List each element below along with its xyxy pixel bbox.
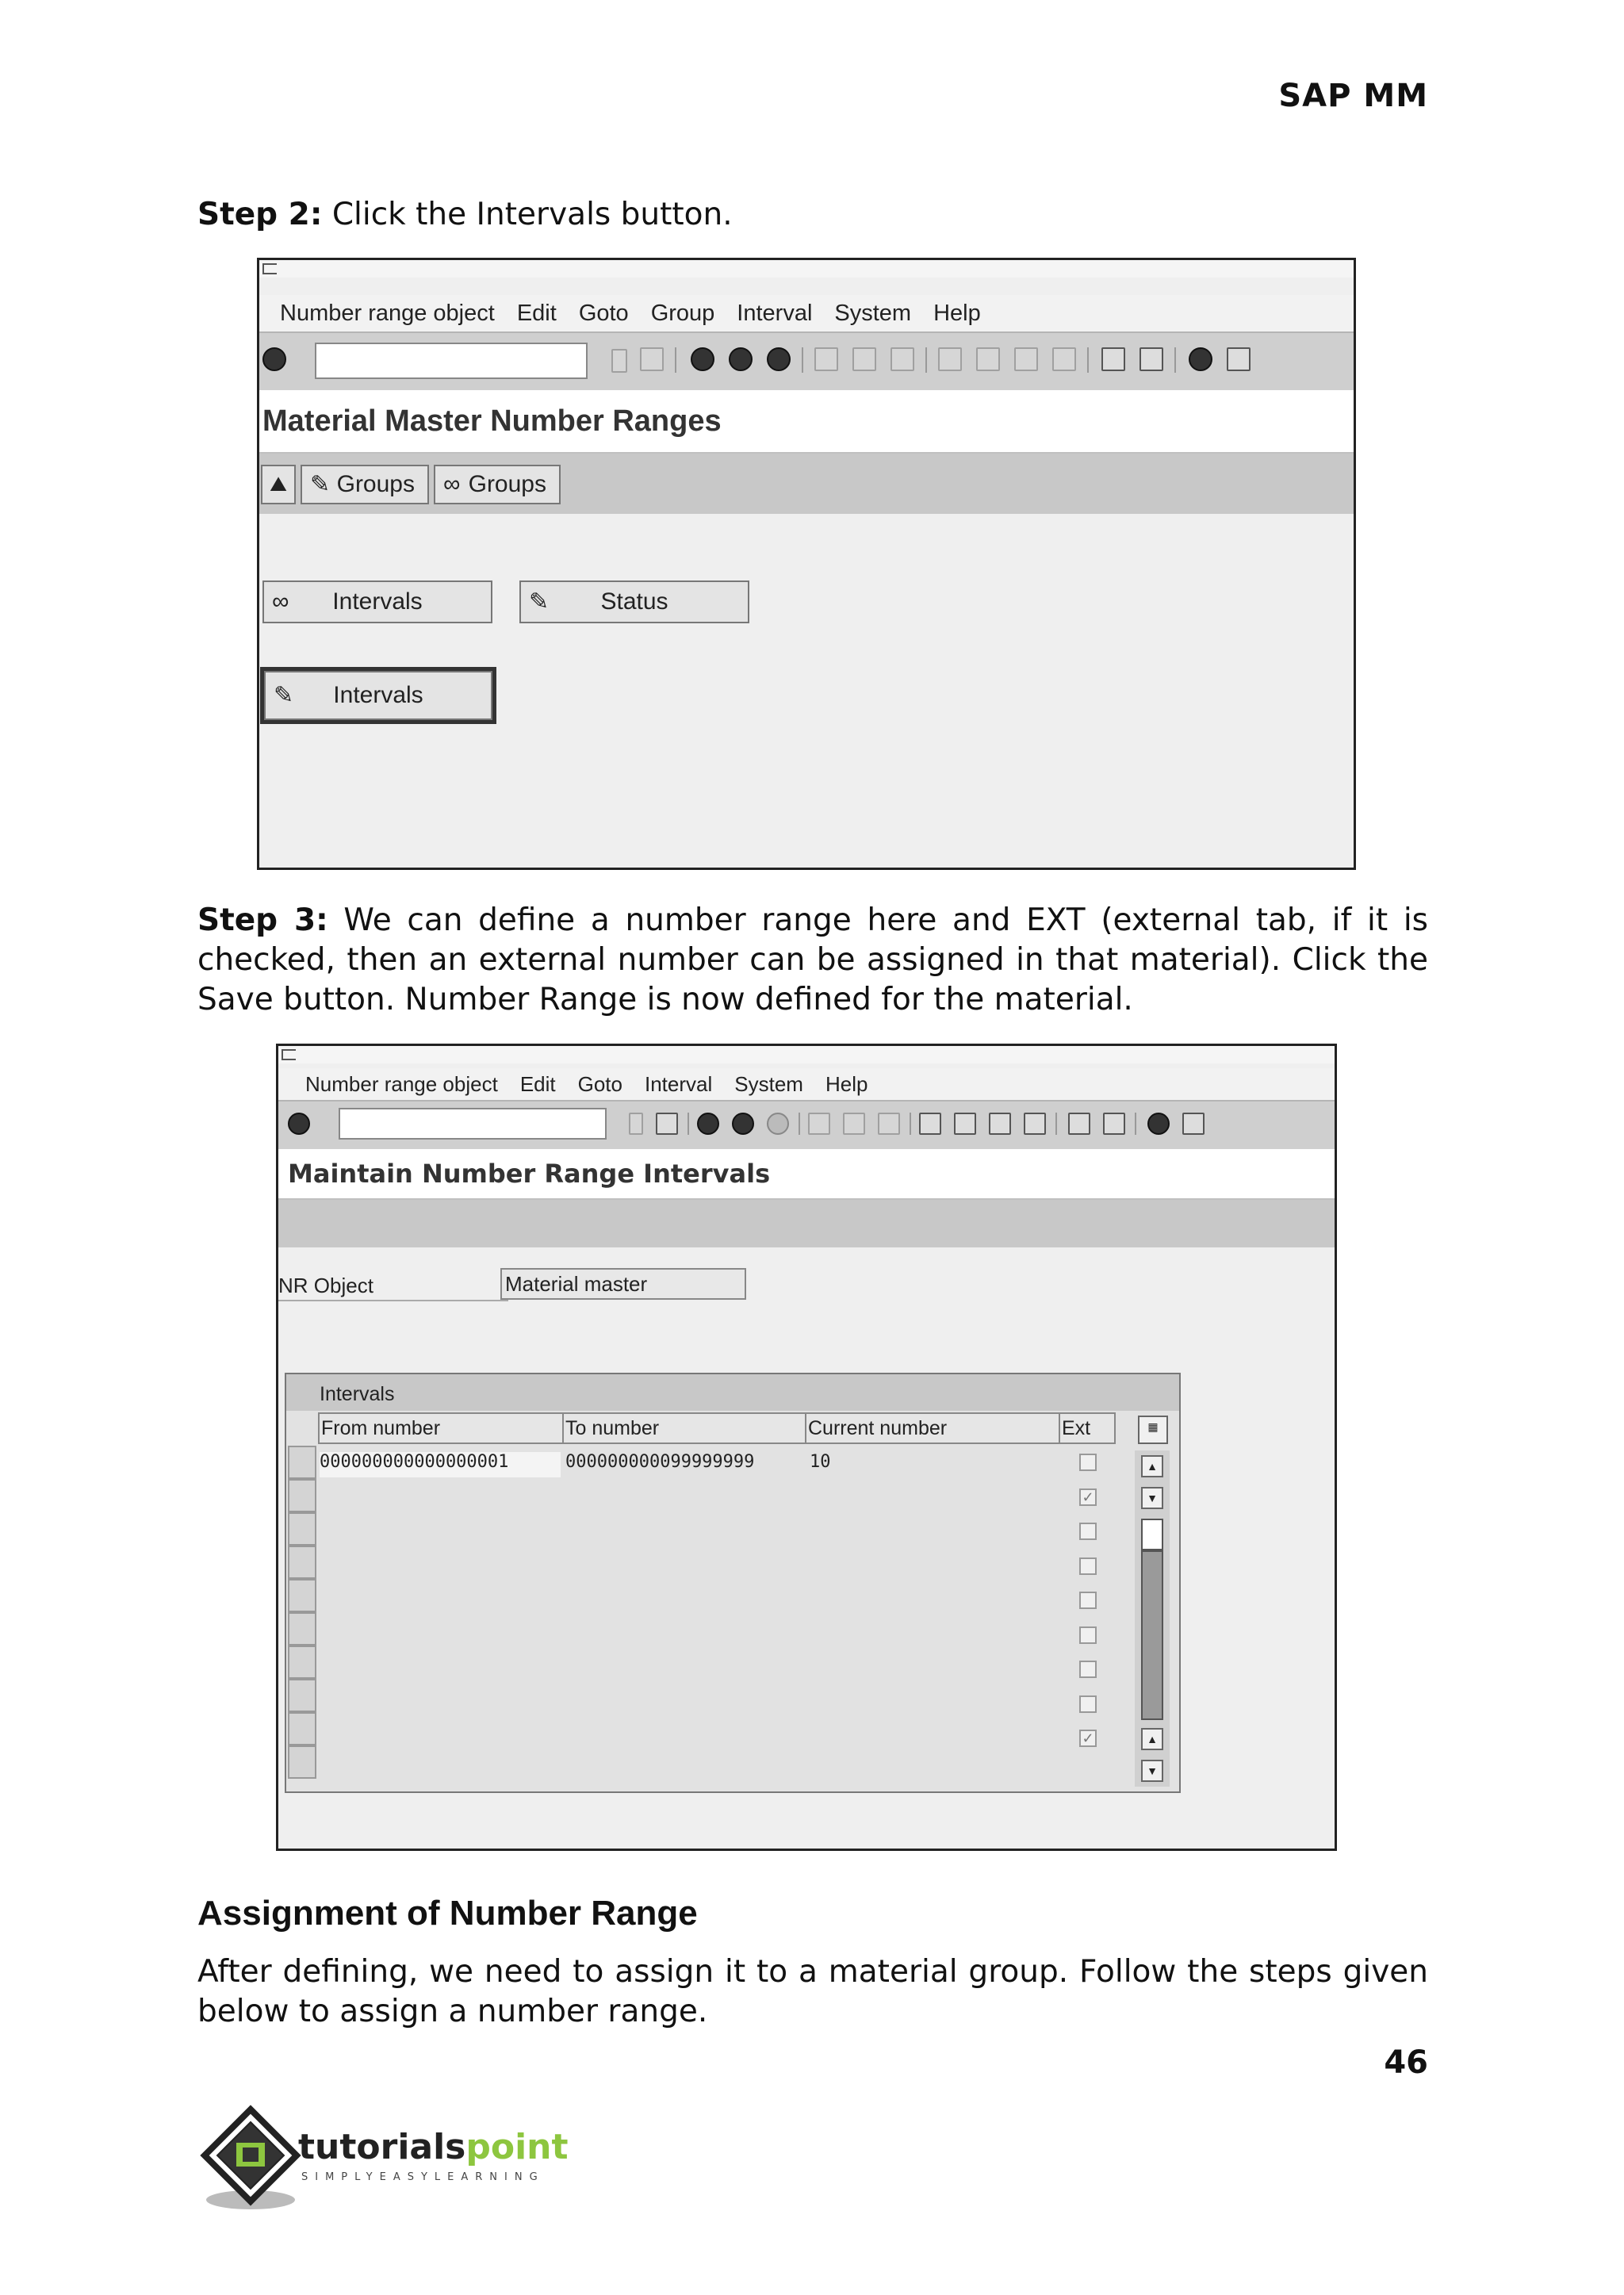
find-next-icon[interactable] bbox=[891, 347, 914, 371]
save-icon[interactable] bbox=[640, 347, 664, 371]
back-arrow-icon[interactable] bbox=[611, 349, 627, 373]
person-icon: ⛰ bbox=[270, 472, 287, 496]
back-icon[interactable] bbox=[691, 347, 714, 371]
tutorialspoint-logo bbox=[195, 2103, 568, 2214]
scroll-page-down-icon[interactable]: ▼ bbox=[1141, 1760, 1163, 1782]
menu-help[interactable]: Help bbox=[825, 1071, 868, 1096]
row-selector[interactable] bbox=[288, 1712, 316, 1745]
last-page-icon[interactable] bbox=[1024, 1113, 1046, 1135]
create-session-icon[interactable] bbox=[1068, 1113, 1090, 1135]
menu-bar bbox=[278, 1068, 1335, 1100]
menu-number-range-object[interactable]: Number range object bbox=[305, 1071, 498, 1096]
find-icon[interactable] bbox=[843, 1113, 865, 1135]
current-number-cell[interactable]: 10 bbox=[810, 1452, 831, 1472]
standard-toolbar bbox=[278, 1100, 1335, 1151]
shortcut-icon[interactable] bbox=[1139, 347, 1163, 371]
ext-checkbox[interactable]: ✓ bbox=[1079, 1488, 1097, 1506]
print-icon[interactable] bbox=[814, 347, 838, 371]
ext-checkbox[interactable] bbox=[1079, 1523, 1097, 1540]
ext-checkbox[interactable] bbox=[1079, 1454, 1097, 1471]
standard-toolbar bbox=[259, 331, 1354, 392]
step-2-text: Click the Intervals button. bbox=[322, 197, 733, 232]
menu-bar bbox=[259, 295, 1354, 331]
back-icon[interactable] bbox=[697, 1113, 719, 1135]
column-from-number[interactable]: From number bbox=[318, 1412, 565, 1444]
application-toolbar bbox=[259, 454, 1354, 514]
menu-interval[interactable]: Interval bbox=[737, 300, 813, 326]
logo-text-accent: point bbox=[465, 2127, 569, 2167]
layout-menu-icon[interactable] bbox=[1182, 1113, 1205, 1135]
sap-window-number-ranges bbox=[257, 258, 1356, 870]
nr-object-label: NR Object bbox=[278, 1271, 508, 1301]
scroll-page-up-icon[interactable]: ▲ bbox=[1141, 1728, 1163, 1750]
command-field[interactable] bbox=[339, 1108, 607, 1140]
glasses-icon: ∞ bbox=[443, 471, 461, 497]
pencil-icon: ✎ bbox=[529, 588, 550, 615]
column-ext[interactable]: Ext bbox=[1059, 1412, 1116, 1444]
step-3-text: We can define a number range here and EXT (external tab, if it is checked, then an external number can be assigned in that material). Click the Save button. Number Range is now defined for the material. bbox=[197, 902, 1428, 1017]
nr-object-field: Material master bbox=[500, 1268, 746, 1300]
logo-tagline: SIMPLYEASYLEARNING bbox=[301, 2171, 545, 2183]
button-label: Status bbox=[600, 588, 668, 615]
help-icon[interactable] bbox=[1189, 347, 1212, 371]
from-number-cell[interactable]: 000000000000000001 bbox=[320, 1452, 561, 1477]
exit-icon[interactable] bbox=[732, 1113, 754, 1135]
menu-group[interactable]: Group bbox=[650, 300, 715, 326]
row-selector[interactable] bbox=[288, 1512, 316, 1546]
step-3-paragraph bbox=[197, 901, 1428, 1020]
previous-page-icon[interactable] bbox=[976, 347, 1000, 371]
layout-menu-icon[interactable] bbox=[1227, 347, 1251, 371]
document-header: SAP MM bbox=[1278, 78, 1428, 114]
menu-interval[interactable]: Interval bbox=[645, 1071, 713, 1096]
overview-button[interactable] bbox=[261, 465, 296, 504]
scroll-thumb[interactable] bbox=[1141, 1519, 1163, 1550]
page-title: Material Master Number Ranges bbox=[259, 390, 1354, 454]
logo-diamond-icon bbox=[195, 2103, 306, 2214]
column-to-number[interactable]: To number bbox=[562, 1412, 808, 1444]
menu-edit[interactable]: Edit bbox=[516, 300, 557, 326]
application-toolbar bbox=[278, 1200, 1335, 1247]
cancel-icon[interactable] bbox=[767, 347, 791, 371]
print-icon[interactable] bbox=[808, 1113, 830, 1135]
to-number-cell[interactable]: 000000000099999999 bbox=[565, 1452, 755, 1472]
scroll-up-icon[interactable]: ▲ bbox=[1141, 1455, 1163, 1477]
pencil-icon: ✎ bbox=[274, 682, 294, 709]
change-groups-button[interactable] bbox=[301, 465, 429, 504]
cancel-icon[interactable] bbox=[767, 1113, 789, 1135]
find-next-icon[interactable] bbox=[878, 1113, 900, 1135]
logo-wordmark bbox=[298, 2127, 569, 2167]
button-label: Intervals bbox=[333, 682, 423, 708]
display-groups-button[interactable] bbox=[434, 465, 561, 504]
menu-system[interactable]: System bbox=[734, 1071, 803, 1096]
table-settings-icon[interactable]: ▦ bbox=[1138, 1416, 1168, 1444]
intervals-change-button[interactable] bbox=[264, 671, 492, 720]
menu-system[interactable]: System bbox=[834, 300, 912, 326]
command-field[interactable] bbox=[315, 343, 588, 379]
ext-checkbox[interactable] bbox=[1079, 1661, 1097, 1678]
save-icon[interactable] bbox=[656, 1113, 678, 1135]
intervals-display-button[interactable] bbox=[262, 580, 492, 623]
logo-text-main: tutorials bbox=[298, 2127, 466, 2167]
next-page-icon[interactable] bbox=[989, 1113, 1011, 1135]
help-icon[interactable] bbox=[1147, 1113, 1170, 1135]
ext-checkbox[interactable] bbox=[1079, 1592, 1097, 1609]
menu-goto[interactable]: Goto bbox=[577, 1071, 622, 1096]
button-label: Groups bbox=[468, 471, 546, 497]
previous-page-icon[interactable] bbox=[954, 1113, 976, 1135]
first-page-icon[interactable] bbox=[919, 1113, 941, 1135]
step-2-label: Step 2: bbox=[197, 197, 323, 232]
glasses-icon: ∞ bbox=[272, 588, 289, 615]
window-menu-icon[interactable] bbox=[282, 1049, 296, 1060]
create-session-icon[interactable] bbox=[1101, 347, 1125, 371]
table-title: Intervals bbox=[286, 1374, 1179, 1411]
ext-checkbox[interactable] bbox=[1079, 1695, 1097, 1713]
window-menu-icon[interactable] bbox=[262, 263, 277, 274]
page-number: 46 bbox=[1384, 2044, 1428, 2081]
shortcut-icon[interactable] bbox=[1103, 1113, 1125, 1135]
ext-checkbox[interactable]: ✓ bbox=[1079, 1730, 1097, 1747]
window-title-bar bbox=[259, 260, 1354, 278]
row-selector[interactable] bbox=[288, 1745, 316, 1779]
first-page-icon[interactable] bbox=[938, 347, 962, 371]
ext-checkbox[interactable] bbox=[1079, 1557, 1097, 1575]
menu-number-range-object[interactable]: Number range object bbox=[280, 300, 495, 326]
assign-paragraph: After defining, we need to assign it to a material group. Follow the steps given below to assign a number range. bbox=[197, 1954, 1428, 2029]
pencil-icon: ✎ bbox=[310, 471, 331, 498]
row-selector[interactable] bbox=[288, 1479, 316, 1512]
row-selector[interactable] bbox=[288, 1612, 316, 1646]
menu-goto[interactable]: Goto bbox=[578, 300, 629, 326]
exit-icon[interactable] bbox=[729, 347, 753, 371]
find-icon[interactable] bbox=[852, 347, 876, 371]
column-current-number[interactable]: Current number bbox=[805, 1412, 1062, 1444]
enter-check-icon[interactable] bbox=[288, 1113, 310, 1135]
scroll-track[interactable] bbox=[1141, 1550, 1163, 1720]
back-arrow-icon[interactable] bbox=[629, 1113, 643, 1135]
status-button[interactable] bbox=[519, 580, 749, 623]
next-page-icon[interactable] bbox=[1014, 347, 1038, 371]
section-heading: Assignment of Number Range bbox=[197, 1894, 698, 1933]
page-title: Maintain Number Range Intervals bbox=[278, 1149, 1335, 1200]
vertical-scrollbar[interactable] bbox=[1135, 1450, 1170, 1787]
step-3-label: Step 3: bbox=[197, 902, 328, 938]
last-page-icon[interactable] bbox=[1052, 347, 1076, 371]
row-selector[interactable] bbox=[288, 1679, 316, 1712]
menu-edit[interactable]: Edit bbox=[519, 1071, 556, 1096]
ext-checkbox[interactable] bbox=[1079, 1626, 1097, 1644]
menu-help[interactable]: Help bbox=[933, 300, 981, 326]
row-selector[interactable] bbox=[288, 1646, 316, 1679]
button-label: Groups bbox=[336, 471, 415, 497]
step-2-paragraph bbox=[197, 195, 1428, 235]
row-selector[interactable] bbox=[288, 1446, 316, 1479]
scroll-down-icon[interactable]: ▼ bbox=[1141, 1487, 1163, 1509]
row-selector[interactable] bbox=[288, 1579, 316, 1612]
row-selector[interactable] bbox=[288, 1546, 316, 1579]
sap-window-maintain-intervals bbox=[276, 1044, 1337, 1851]
button-label: Intervals bbox=[332, 588, 423, 615]
window-title-bar bbox=[278, 1046, 1335, 1063]
enter-check-icon[interactable] bbox=[262, 347, 286, 371]
intervals-table bbox=[285, 1373, 1181, 1793]
